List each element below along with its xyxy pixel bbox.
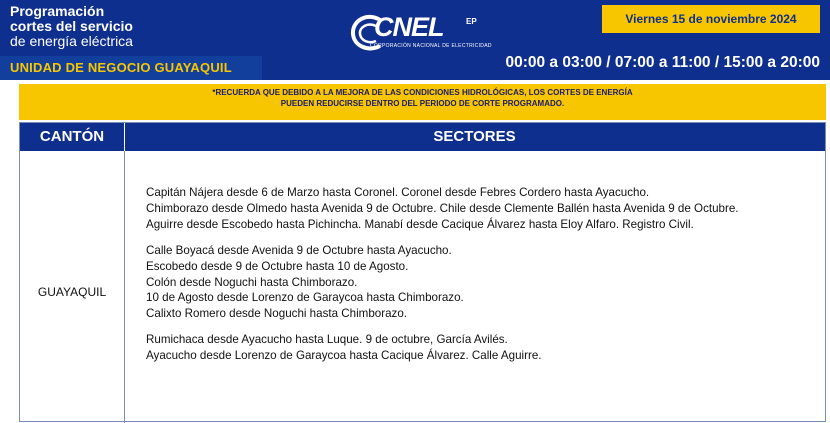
title-line-3: de energía eléctrica bbox=[10, 33, 133, 49]
sector-line: Ayacucho desde Lorenzo de Garaycoa hasta Cacique Álvarez. Calle Aguirre. bbox=[146, 349, 542, 363]
sectors-table bbox=[19, 122, 826, 422]
date-badge bbox=[602, 5, 820, 33]
sector-line: Chimborazo desde Olmedo hasta Avenida 9 de Octubre. Chile desde Clemente Ballén hasta Avenida 9 de Octubre. bbox=[146, 201, 739, 215]
notice-line-2: PUEDEN REDUCIRSE DENTRO DEL PERIODO DE CORTE PROGRAMADO. bbox=[280, 99, 565, 108]
sector-line: Calle Boyacá desde Avenida 9 de Octubre hasta Ayacucho. bbox=[146, 243, 452, 257]
sector-line: Capitán Nájera desde 6 de Marzo hasta Coronel. Coronel desde Febres Cordero hasta Ayacucho. bbox=[146, 186, 650, 199]
column-divider bbox=[124, 151, 125, 423]
column-header-sectores: SECTORES bbox=[433, 128, 516, 145]
sector-line: Colón desde Noguchi hasta Chimborazo. bbox=[146, 275, 358, 289]
notice-line-1: *RECUERDA QUE DEBIDO A LA MEJORA DE LAS CONDICIONES HIDROLÓGICAS, LOS CORTES DE ENERGÍA bbox=[212, 88, 633, 97]
canton-cell: GUAYAQUIL bbox=[37, 285, 107, 299]
sectores-cell bbox=[146, 185, 824, 364]
sector-line: Rumichaca desde Ayacucho hasta Luque. 9 de octubre, García Avilés. bbox=[146, 333, 508, 347]
sector-line: Escobedo desde 9 de Octubre hasta 10 de Agosto. bbox=[146, 259, 409, 273]
title-line-1: Programación bbox=[10, 3, 105, 19]
sector-line: Calixto Romero desde Noguchi hasta Chimborazo. bbox=[146, 307, 407, 321]
sector-group-3 bbox=[146, 332, 824, 364]
cnel-logo bbox=[348, 10, 492, 56]
date-text: Viernes 15 de noviembre 2024 bbox=[625, 12, 797, 26]
business-unit-bar bbox=[0, 56, 262, 80]
sector-group-1 bbox=[146, 185, 824, 233]
sector-line: Aguirre desde Escobedo hasta Pichincha. Manabí desde Cacique Álvarez hasta Eloy Alfaro. Registro Civil. bbox=[146, 217, 694, 231]
notice-banner bbox=[19, 84, 826, 120]
page-title bbox=[10, 4, 133, 49]
title-line-2: cortes del servicio bbox=[10, 18, 133, 34]
logo-subtitle: CORPORACIÓN NACIONAL DE ELECTRICIDAD bbox=[370, 43, 492, 49]
header-banner bbox=[0, 0, 830, 80]
outage-schedule: 00:00 a 03:00 / 07:00 a 11:00 / 15:00 a 20:00 bbox=[505, 54, 820, 71]
business-unit-label: UNIDAD DE NEGOCIO GUAYAQUIL bbox=[10, 60, 232, 75]
logo-brand-text: CNEL bbox=[374, 12, 444, 42]
sector-line: 10 de Agosto desde Lorenzo de Garaycoa hasta Chimborazo. bbox=[146, 291, 464, 305]
table-header bbox=[20, 123, 825, 151]
logo-ep-text: EP bbox=[466, 17, 477, 26]
sector-group-2 bbox=[146, 243, 824, 323]
column-header-canton: CANTÓN bbox=[20, 123, 125, 151]
